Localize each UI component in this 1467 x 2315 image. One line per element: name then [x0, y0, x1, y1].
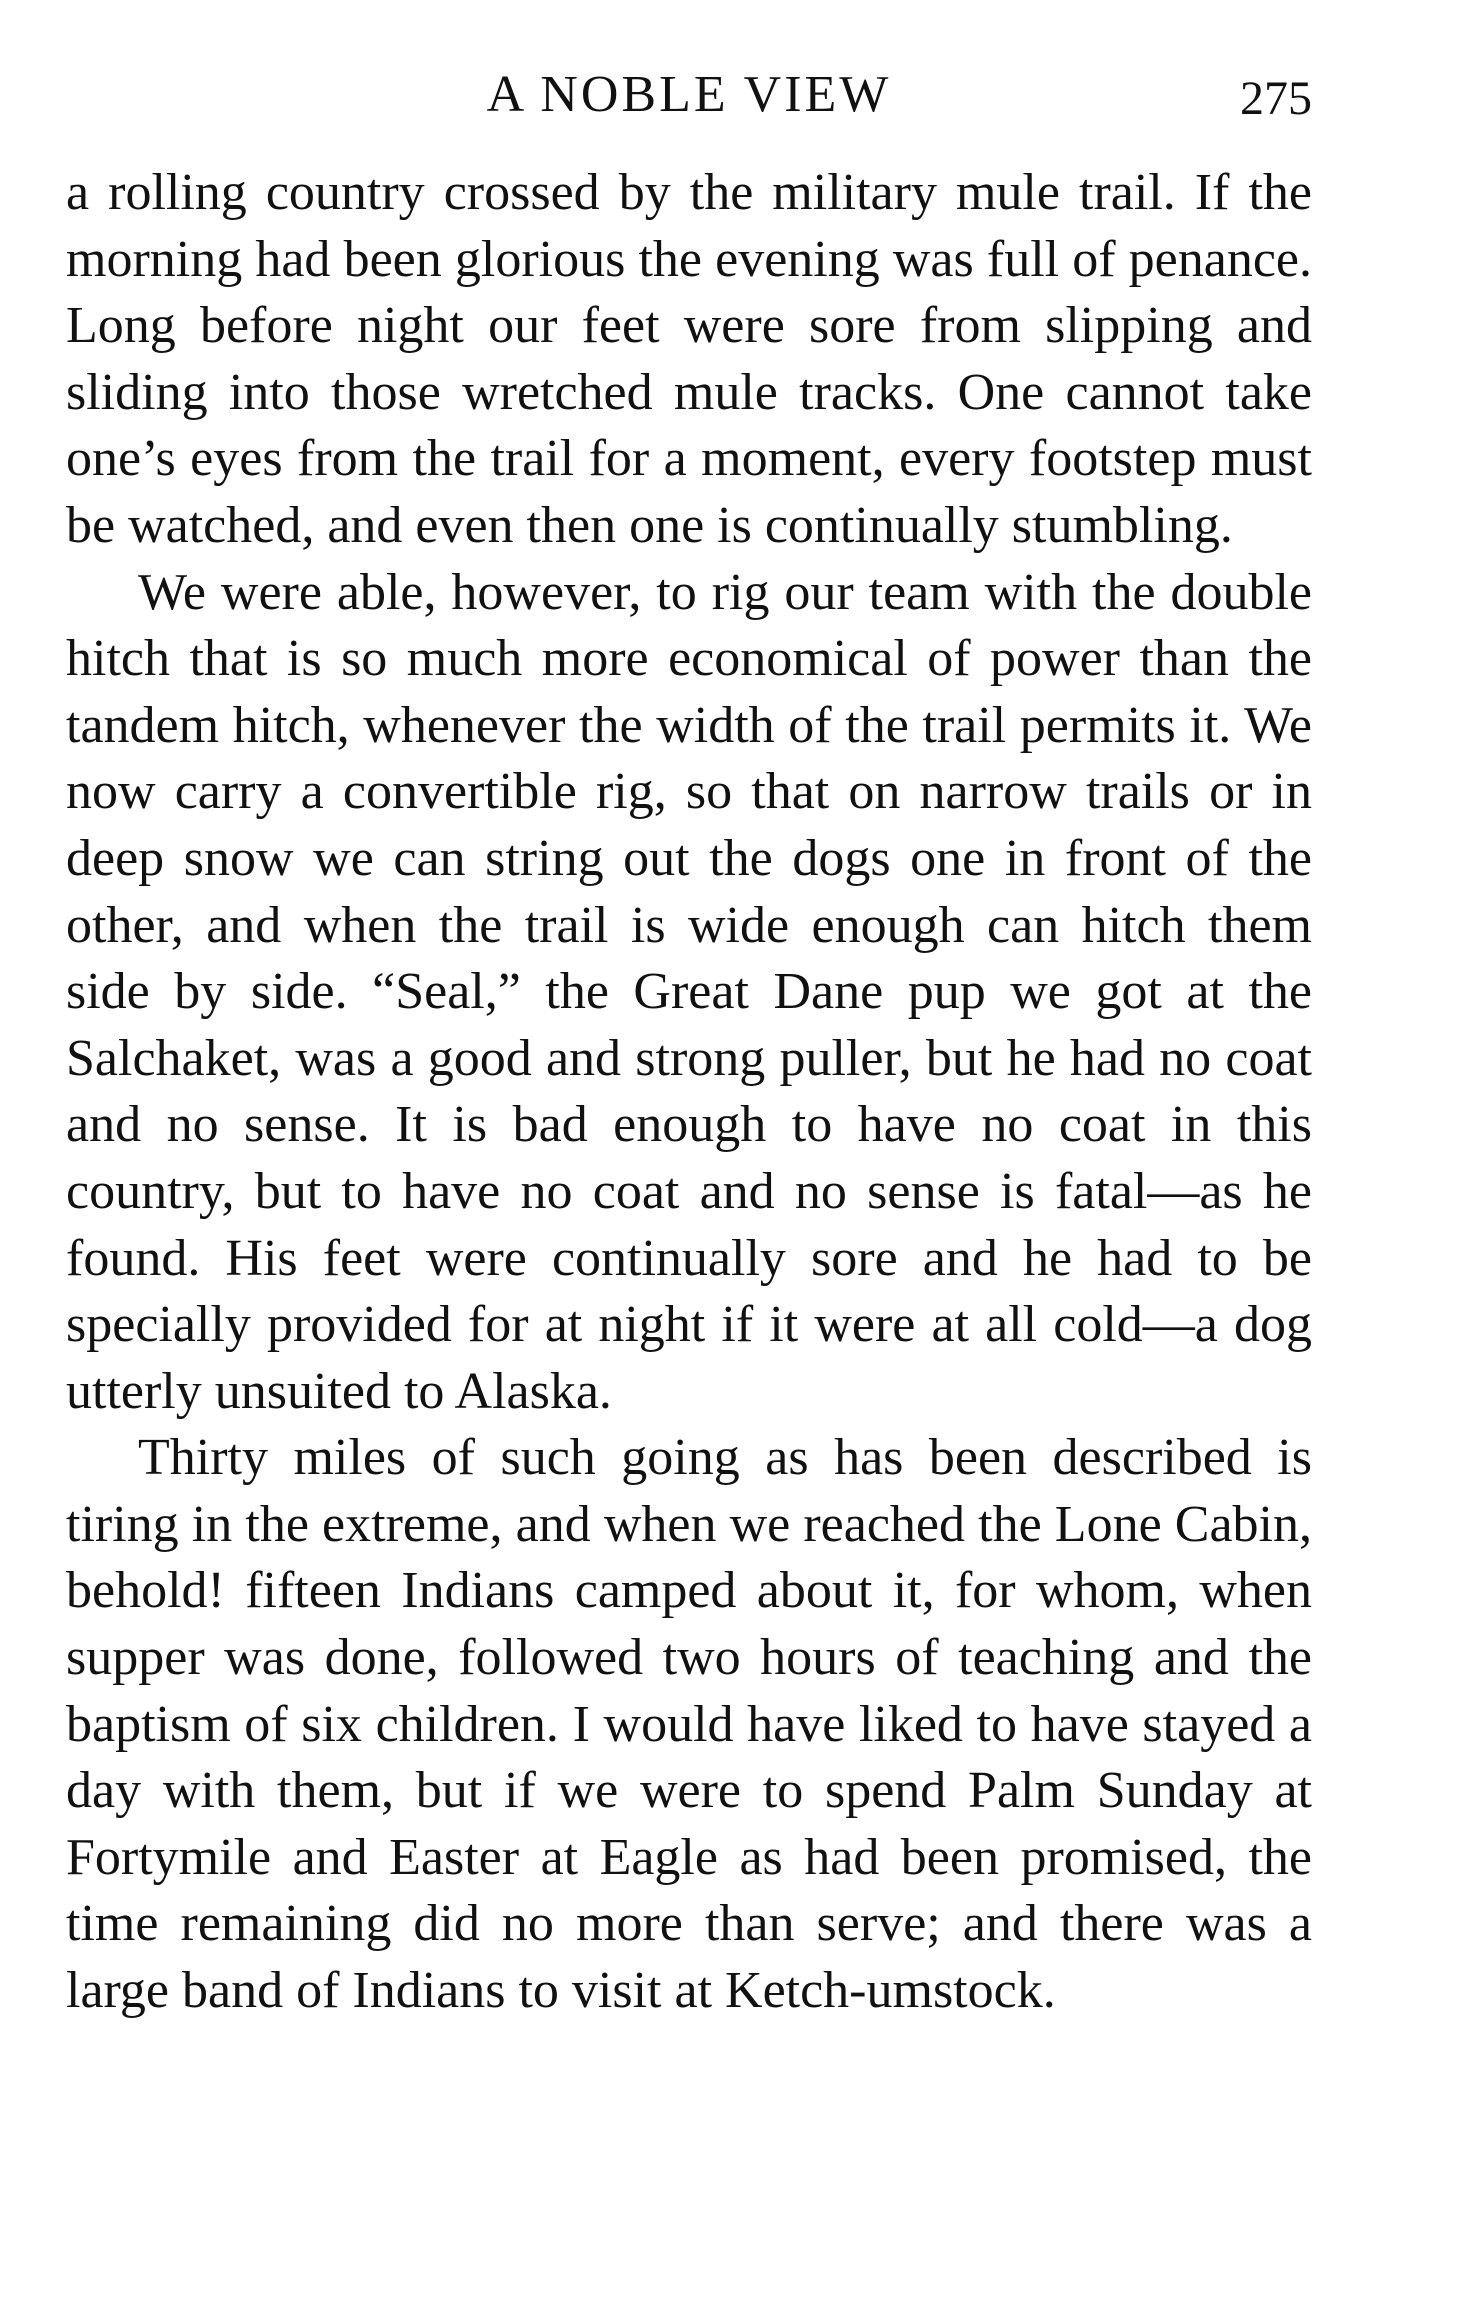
running-title: A NOBLE VIEW — [486, 66, 892, 123]
body-text — [66, 160, 1312, 2025]
paragraph-continued: a rolling country crossed by the military mule trail. If the morning had been glorious the evening was full of penance. Long before night our feet were sore from slipping and sliding into those wretched mule tracks. One cannot take one’s eyes from the trail for a moment, every footstep must be watched, and even then one is continually stumbling. — [66, 164, 1312, 554]
paragraph-lone-cabin: Thirty miles of such going as has been described is tiring in the extreme, and when we reached the Lone Cabin, behold! fifteen Indians camped about it, for whom, when supper was done, followed two hours of teaching and the baptism of six children. I would have liked to have stayed a day with them, but if we were to spend Palm Sunday at Fortymile and Easter at Eagle as had been promised, the time remaining did no more than serve; and there was a large band of Indians to visit at Ketch-umstock. — [66, 1429, 1312, 2020]
running-header — [66, 60, 1312, 130]
paragraph-double-hitch: We were able, however, to rig our team with the double hitch that is so much more economical of power than the tandem hitch, whenever the width of the trail permits it. We now carry a convertible rig, so that on narrow trails or in deep snow we can string out the dogs one in front of the other, and when the trail is wide enough can hitch them side by side. “Seal,” the Great Dane pup we got at the Salchaket, was a good and strong puller, but he had no coat and no sense. It is bad enough to have no coat in this country, but to have no coat and no sense is fatal—as he found. His feet were continually sore and he had to be specially provided for at night if it were at all cold—a dog utterly unsuited to Alaska. — [66, 563, 1312, 1420]
page-number: 275 — [1240, 72, 1312, 125]
